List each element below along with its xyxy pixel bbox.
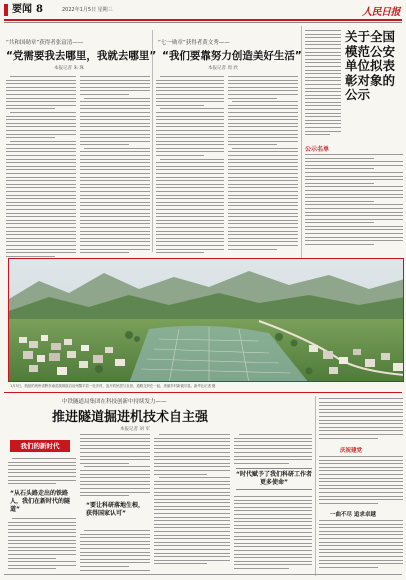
notice-list-heading: 公示名单 bbox=[305, 146, 330, 153]
lower-col4-text bbox=[234, 434, 312, 466]
col1-headline: “党需要我去哪里，我就去哪里” bbox=[6, 50, 157, 62]
col1-text-b bbox=[80, 76, 150, 256]
notice-intro-text bbox=[305, 30, 341, 138]
right-brief-text-c bbox=[319, 520, 403, 570]
lower-col3-text bbox=[154, 434, 230, 567]
lower-col1-text bbox=[8, 458, 76, 487]
lower-quote-2: “要让科研落地生根，获得国家认可” bbox=[86, 502, 144, 517]
header-rule-thin bbox=[4, 22, 402, 23]
lower-col1-text-b bbox=[8, 518, 76, 572]
col2-text-a bbox=[156, 76, 224, 256]
photo-illustration bbox=[9, 259, 404, 382]
lower-quote-1: “从石头路走出的铁路人，我们在新时代的隧道” bbox=[10, 490, 71, 513]
photo-caption: 1月3日，航拍的贵州省黔东南苗族侗族自治州黎平县一处乡村，连片的民居与农田、道路交织在一起，美丽乡村新貌尽显。新华社记者 摄 bbox=[10, 384, 216, 388]
notice-list bbox=[305, 154, 403, 247]
col1-text-a bbox=[6, 76, 76, 259]
paper-logo: 人民日报 bbox=[362, 7, 400, 18]
header-rule bbox=[4, 19, 402, 21]
section-divider bbox=[4, 392, 402, 393]
lower-col2-text bbox=[80, 434, 150, 499]
lower-col2-text-b bbox=[80, 530, 150, 573]
lower-kicker: 中铁隧道局集团在科技创新中持续发力—— bbox=[62, 399, 167, 405]
lower-headline: 推进隧道掘进机技术自主强 bbox=[52, 410, 209, 425]
right-subhead-1: 庆祝建党 bbox=[340, 448, 363, 454]
section-tag bbox=[4, 4, 56, 16]
section-label: 我们的新时代 bbox=[10, 440, 70, 452]
notice-title: 关于全国模范公安单位拟表彰对象的公示 bbox=[345, 29, 396, 102]
column-divider bbox=[152, 30, 153, 252]
masthead bbox=[4, 4, 402, 18]
right-subhead-2: 一曲不尽 追求卓越 bbox=[330, 512, 376, 518]
col2-headline: “我们要靠努力创造美好生活” bbox=[162, 50, 302, 62]
col1-byline: 本报记者 朱 珠 bbox=[54, 66, 84, 71]
col1-kicker: “共和国勋章”获得者张富清—— bbox=[6, 40, 84, 46]
section-name: 要闻 bbox=[12, 4, 32, 15]
col2-byline: 本报记者 周 欣 bbox=[208, 66, 238, 71]
lower-right-divider bbox=[315, 396, 316, 576]
page-number: 8 bbox=[36, 4, 43, 15]
col2-kicker: “七一勋章”获得者黄文秀—— bbox=[158, 40, 230, 46]
lower-col4-text-b bbox=[234, 496, 312, 571]
village-aerial-photo bbox=[8, 258, 404, 382]
issue-date: 2022年1月5日 星期三 bbox=[62, 7, 113, 13]
col2-text-b bbox=[228, 76, 298, 252]
page-bottom-rule bbox=[4, 574, 402, 575]
right-column-divider bbox=[301, 26, 302, 258]
right-brief-text bbox=[319, 398, 403, 441]
lower-byline: 本报记者 刘 军 bbox=[120, 427, 150, 432]
right-brief-text-b bbox=[319, 456, 403, 506]
pull-quote: “时代赋予了我们科研工作者更多使命” bbox=[236, 468, 312, 490]
